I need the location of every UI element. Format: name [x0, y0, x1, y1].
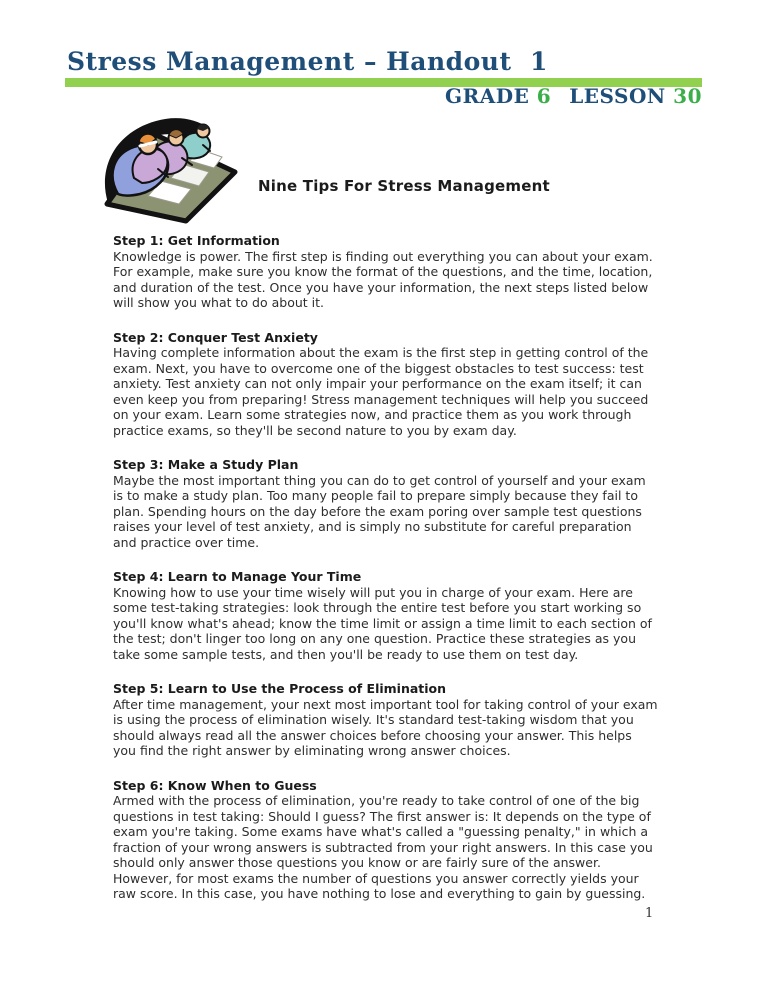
page-number: 1: [645, 906, 654, 921]
grade-value: 6: [536, 84, 552, 108]
step-4-title: Step 4: Learn to Manage Your Time: [113, 569, 362, 584]
lesson-value: 30: [673, 84, 702, 108]
lesson-label: LESSON: [569, 84, 666, 108]
step-5-section: [113, 681, 658, 759]
step-1-body: Knowledge is power. The first step is finding out everything you can about your exam. For example, make sure you know the format of the questions, and the time, location, and duration of the test. Once you have your information, the next steps listed below will show you what to do about it.: [113, 248, 653, 310]
students-taking-test-illustration: [100, 115, 240, 225]
step-2-body: Having complete information about the exam is the first step in getting control of the exam. Next, you have to overcome one of the biggest obstacles to test success: test anxiety. Test anxiety can not only impair your performance on the exam itself; it can even keep you from preparing! Stress management techniques will help you succeed on your exam. Learn some strategies now, and practice them as you work through practice exams, so they'll be second nature to you by exam day.: [113, 345, 649, 438]
step-6-body: Armed with the process of elimination, you're ready to take control of one of the big questions in test taking: Should I guess? The first answer is: It depends on the type of exam you're taking. Some exams have what's called a "guessing penalty," in which a fraction of your wrong answers is subtracted from your right answers. In this case you should only answer those questions you know or are fairly sure of the answer. However, for most exams the number of questions you answer correctly yields your raw score. In this case, you have nothing to lose and everything to gain by guessing.: [113, 793, 653, 901]
grade-lesson-line: [65, 84, 702, 108]
step-6-section: [113, 778, 658, 902]
step-3-body: Maybe the most important thing you can do to get control of yourself and your exam is to make a study plan. Too many people fail to prepare simply because they fail to plan. Spending hours on the day before the exam poring over sample test questions raises your level of test anxiety, and is simply no substitute for careful preparation and practice over time.: [113, 472, 646, 550]
main-heading: Nine Tips For Stress Management: [258, 177, 550, 195]
step-5-title: Step 5: Learn to Use the Process of Elimination: [113, 681, 447, 696]
step-2-title: Step 2: Conquer Test Anxiety: [113, 329, 318, 345]
step-5-body: After time management, your next most important tool for taking control of your exam is using the process of elimination wisely. It's standard test-taking wisdom that you should always read all the answer choices before choosing your answer. This helps you find the right answer by eliminating wrong answer choices.: [113, 696, 658, 758]
step-4-section: [113, 569, 658, 662]
step-1-title: Step 1: Get Information: [113, 233, 280, 248]
step-2-section: [113, 330, 658, 439]
step-3-section: [113, 457, 658, 550]
document-title: Stress Management – Handout 1: [67, 47, 548, 76]
step-6-title: Step 6: Know When to Guess: [113, 777, 317, 793]
step-3-title: Step 3: Make a Study Plan: [113, 457, 299, 472]
document-body: [113, 115, 658, 921]
grade-label: GRADE: [445, 84, 530, 108]
intro-row: [113, 115, 658, 225]
step-1-section: [113, 233, 658, 311]
step-4-body: Knowing how to use your time wisely will put you in charge of your exam. Here are some test-taking strategies: look through the entire test before you start working so you'll know what's ahead; know the time limit or assign a time limit to each section of the test; don't linger too long on any one question. Practice these strategies as you take some sample tests, and then you'll be ready to use them on test day.: [113, 584, 652, 662]
